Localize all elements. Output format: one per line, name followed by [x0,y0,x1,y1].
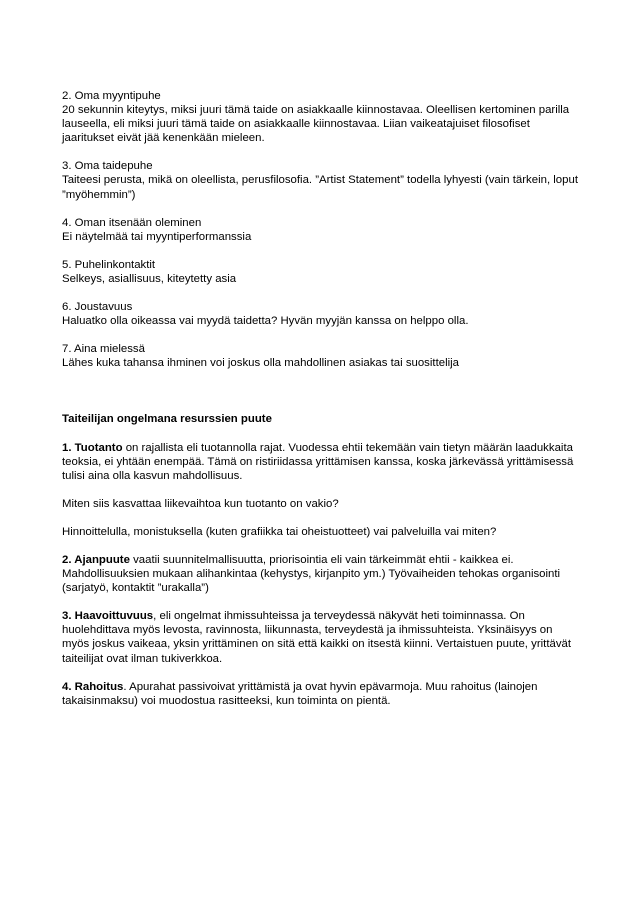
section-heading: 5. Puhelinkontaktit [62,258,156,271]
section-text: Selkeys, asiallisuus, kiteytetty asia [62,272,237,285]
section-always-in-mind [62,342,582,370]
section-text: Haluatko olla oikeassa vai myydä taidetta? Hyvän myyjän kanssa on helppo olla. [62,315,469,328]
section-text: 20 sekunnin kiteytys, miksi juuri tämä taide on asiakkaalle kiinnostavaa. Oleellisen kertominen parilla lauseella, eli miksi juuri tämä taide on asiakkaalle kiinnostavaa. Liian vaikeatajuiset filosofiset jaaritukset eivät jää kenenkään mieleen. [62,104,570,145]
section-text: Ei näytelmää tai myyntiperformanssia [62,230,252,243]
section-being-yourself [62,216,582,244]
section-heading: 7. Aina mielessä [62,343,145,356]
paragraph-production [62,441,582,483]
section-sales-pitch [62,89,582,145]
section-text: Lähes kuka tahansa ihminen voi joskus olla mahdollinen asiakas tai suosittelija [62,357,460,370]
document-page [62,89,582,708]
section-heading: 3. Oma taidepuhe [62,160,153,173]
funding-label: 4. Rahoitus [62,680,124,693]
section-phone-contacts [62,258,582,286]
paragraph-vulnerability [62,609,582,665]
resource-title: Taiteilijan ongelmana resurssien puute [62,413,272,426]
section-heading: 4. Oman itsenään oleminen [62,216,202,229]
time-text: vaatii suunnitelmallisuutta, priorisointia eli vain tärkeimmät ehtii - kaikkea ei. Mahdollisuuksien mukaan alihankintaa (kehystys, kirjanpito ym.) Työvaiheiden tehokas organisointi (sarjatyö, kontaktit ”urakalla”) [62,553,561,595]
time-label: 2. Ajanpuute [62,553,130,566]
paragraph-time [62,553,582,595]
section-art-talk [62,159,582,201]
vulnerability-label: 3. Haavoittuvuus [62,610,154,623]
production-label: 1. Tuotanto [62,441,123,454]
question-revenue: Miten siis kasvattaa liikevaihtoa kun tuotanto on vakio? [62,497,339,510]
section-text: Taiteesi perusta, mikä on oleellista, perusfilosofia. ”Artist Statement” todella lyhyesti (vain tärkein, loput ”myöhemmin”) [62,174,578,201]
paragraph-funding [62,680,582,708]
vulnerability-text: , eli ongelmat ihmissuhteissa ja terveydessä näkyvät heti toiminnassa. On huolehdittava myös levosta, ravinnosta, liikunnasta, terveydestä ja ihmissuhteista. Yksinäisyys on myös joskus vaikeaa, yksin yrittäminen on sitä että kaikki on itsestä kiinni. Vertaistuen puute, yrittävät taiteilijat ovat ilman tukiverkkoa. [62,610,572,665]
section-heading: 6. Joustavuus [62,301,133,314]
section-flexibility [62,300,582,328]
funding-text: . Apurahat passivoivat yrittämistä ja ovat hyvin epävarmoja. Muu rahoitus (lainojen takaisinmaksu) voi muodostua rasitteeksi, kun toiminta on pientä. [62,680,538,707]
question-pricing: Hinnoittelulla, monistuksella (kuten grafiikka tai oheistuotteet) vai palveluilla vai miten? [62,525,497,538]
section-heading: 2. Oma myyntipuhe [62,90,161,102]
production-text: on rajallista eli tuotannolla rajat. Vuodessa ehtii tekemään vain tietyn määrän laadukkaita teoksia, ei yhtään enempää. Tämä on ristiriidassa yrittämisen kanssa, koska järkevässä yrittämisessä tulisi aina olla kasvun mahdollisuus. [62,441,574,482]
